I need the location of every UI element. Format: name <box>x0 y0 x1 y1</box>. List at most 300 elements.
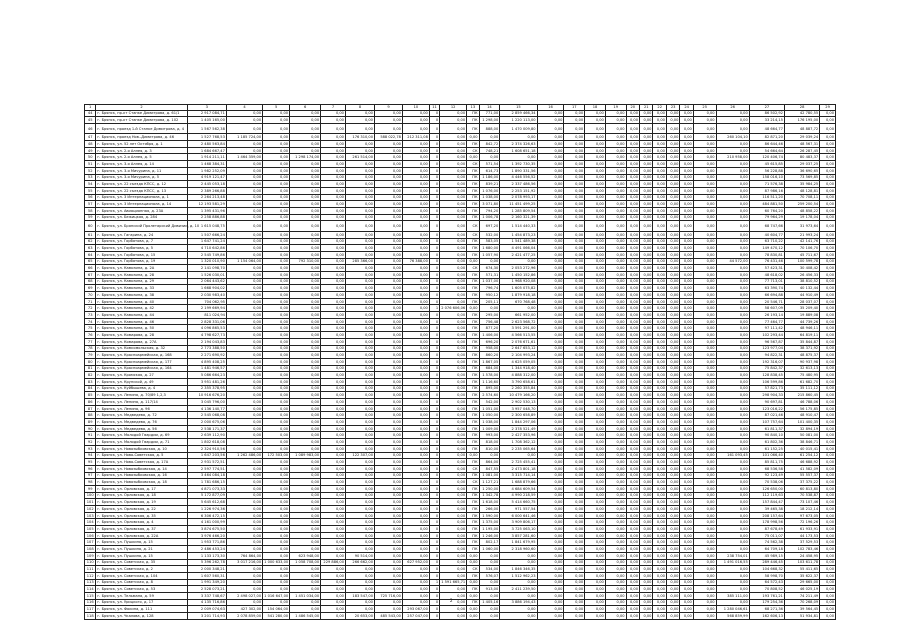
value-cell: 0,00 <box>653 298 666 305</box>
value-cell: 0,00 <box>820 305 836 312</box>
value-cell: 41 582,09 <box>784 465 819 472</box>
value-cell: СК <box>467 161 479 168</box>
value-cell: 0,00 <box>693 251 716 258</box>
value-cell: 0,00 <box>321 472 346 479</box>
value-cell: 0,00 <box>693 452 716 459</box>
value-cell: 0,00 <box>467 579 479 586</box>
address-cell: г. Брянск, пр-кт Станке Димитрова, д. 61/1 <box>96 110 187 117</box>
value-cell: 0,00 <box>440 251 467 258</box>
value-cell: 103 611,78 <box>784 559 819 566</box>
value-cell: 0,00 <box>374 174 402 181</box>
value-cell: 0,00 <box>263 110 290 117</box>
value-cell: 0,00 <box>467 305 479 312</box>
value-cell: 0,00 <box>321 312 346 319</box>
value-cell: 0,00 <box>585 606 606 613</box>
value-cell: 0,00 <box>693 552 716 559</box>
value-cell: СК <box>467 265 479 272</box>
value-cell: 0,00 <box>716 579 749 586</box>
value-cell: 0,00 <box>666 526 679 533</box>
value-cell: 0,00 <box>666 345 679 352</box>
value-cell: 0 <box>429 506 439 513</box>
value-cell: 0,00 <box>605 419 626 426</box>
address-cell: г. Брянск, ул. Новозыбковская, д. 14 <box>96 465 187 472</box>
value-cell: 5 414 660,75 <box>500 499 537 506</box>
value-cell: 0,00 <box>666 599 679 606</box>
value-cell: 68 271,36 <box>749 606 784 613</box>
value-cell: 0,00 <box>321 345 346 352</box>
table-row <box>85 506 836 513</box>
value-cell: 0 <box>429 419 439 426</box>
value-cell: 0,00 <box>402 592 429 599</box>
value-cell: 0,00 <box>402 214 429 221</box>
value-cell: 0,00 <box>666 432 679 439</box>
value-cell: 0,00 <box>321 526 346 533</box>
value-cell: 36 690,65 <box>784 167 819 174</box>
value-cell: 0,00 <box>653 318 666 325</box>
address-cell: г. Брянск, ул. Красноармейская, д. 164 <box>96 365 187 372</box>
value-cell: 0,00 <box>605 472 626 479</box>
value-cell: 0,00 <box>263 586 290 593</box>
value-cell: 0,00 <box>345 546 374 553</box>
value-cell: 0,00 <box>585 358 606 365</box>
value-cell: 1 680,00 <box>479 245 500 252</box>
header-cell: 23 <box>666 105 679 111</box>
value-cell: 0 <box>429 606 439 613</box>
value-cell: 45 711,67 <box>784 251 819 258</box>
value-cell: 46 788,06 <box>784 399 819 406</box>
value-cell: 0,00 <box>640 201 653 208</box>
value-cell: 128 838,45 <box>749 372 784 379</box>
row-number-cell: 65 <box>85 258 96 265</box>
value-cell: 1 195,00 <box>479 526 500 533</box>
value-cell: 0,00 <box>537 265 564 272</box>
value-cell: 32 613,13 <box>784 365 819 372</box>
value-cell: 0,00 <box>290 479 321 486</box>
value-cell: 0,00 <box>500 613 537 620</box>
value-cell: 0,00 <box>626 425 639 432</box>
address-cell: г. Брянск, ул. Гагарина, д. 24 <box>96 231 187 238</box>
value-cell: 0,00 <box>345 425 374 432</box>
value-cell: 0,00 <box>345 147 374 154</box>
value-cell: 0,00 <box>290 134 321 141</box>
value-cell: 4 895 408,25 <box>187 358 226 365</box>
value-cell: 0,00 <box>666 385 679 392</box>
value-cell: 0,00 <box>680 338 693 345</box>
value-cell: 0,00 <box>402 221 429 232</box>
table-row <box>85 546 836 553</box>
value-cell: 0,00 <box>626 141 639 148</box>
value-cell: 0,00 <box>374 110 402 117</box>
value-cell: 0,00 <box>402 110 429 117</box>
value-cell: 0,00 <box>653 479 666 486</box>
value-cell: 0,00 <box>640 539 653 546</box>
value-cell: 0,00 <box>653 539 666 546</box>
value-cell: 0,00 <box>666 245 679 252</box>
value-cell: 0,00 <box>226 325 262 332</box>
header-cell: 4 <box>226 105 262 111</box>
value-cell: 0,00 <box>693 546 716 553</box>
value-cell: 149 470,12 <box>749 245 784 252</box>
value-cell: 154 064,00 <box>263 606 290 613</box>
value-cell: 0,00 <box>693 332 716 339</box>
value-cell: СК <box>467 465 479 472</box>
value-cell: 0,00 <box>345 265 374 272</box>
value-cell: 40 604,77 <box>749 231 784 238</box>
value-cell: 0,00 <box>640 285 653 292</box>
value-cell: 0,00 <box>564 432 585 439</box>
value-cell: 0,00 <box>226 278 262 285</box>
value-cell: 0,00 <box>440 599 467 606</box>
value-cell: 0,00 <box>640 613 653 620</box>
value-cell: 4 888 312,00 <box>500 372 537 379</box>
value-cell: 0,00 <box>263 425 290 432</box>
value-cell: 285 366,00 <box>345 258 374 265</box>
value-cell: 0,00 <box>564 325 585 332</box>
value-cell: 161 093,45 <box>716 452 749 459</box>
value-cell: 0,00 <box>693 566 716 573</box>
address-cell: г. Брянск, ул. Урицкого, д. 17 <box>96 599 187 606</box>
value-cell: 0,00 <box>440 161 467 168</box>
row-number-cell: 85 <box>85 392 96 399</box>
value-cell: 0,00 <box>640 512 653 519</box>
value-cell: 0,00 <box>479 452 500 459</box>
value-cell: 0,00 <box>820 552 836 559</box>
value-cell: 75 011,07 <box>749 532 784 539</box>
value-cell: 0,00 <box>226 117 262 124</box>
value-cell: 0,00 <box>402 147 429 154</box>
row-number-cell: 101 <box>85 499 96 506</box>
value-cell: 0,00 <box>226 546 262 553</box>
value-cell: 0,00 <box>440 439 467 446</box>
value-cell: 0,00 <box>820 298 836 305</box>
value-cell: 0,00 <box>626 258 639 265</box>
row-number-cell: 110 <box>85 559 96 566</box>
value-cell: 0,00 <box>640 325 653 332</box>
value-cell: 1 608 651,18 <box>500 147 537 154</box>
value-cell: ПК <box>467 499 479 506</box>
value-cell: 0,00 <box>640 432 653 439</box>
value-cell: 0,00 <box>345 586 374 593</box>
value-cell: 57 423,31 <box>749 265 784 272</box>
value-cell: 0,00 <box>321 572 346 579</box>
value-cell: 0,00 <box>321 154 346 161</box>
value-cell: 895,00 <box>479 385 500 392</box>
value-cell: ПК <box>467 412 479 419</box>
value-cell: 2 623 568,72 <box>500 318 537 325</box>
value-cell: 1 250,00 <box>479 485 500 492</box>
value-cell: 0,00 <box>716 214 749 221</box>
value-cell: 0,00 <box>716 378 749 385</box>
value-cell: 0,00 <box>640 207 653 214</box>
value-cell: 0,00 <box>290 221 321 232</box>
value-cell: 0,00 <box>321 147 346 154</box>
value-cell: 0,00 <box>640 419 653 426</box>
value-cell: 0,00 <box>226 586 262 593</box>
value-cell: 2 337 486,56 <box>500 181 537 188</box>
value-cell: 1 060,00 <box>479 546 500 553</box>
value-cell: 1 051,00 <box>479 405 500 412</box>
value-cell: 0,00 <box>693 559 716 566</box>
address-cell: г. Брянск, проезд Нов.-Димитрова, д. 46 <box>96 134 187 141</box>
value-cell: 0,00 <box>263 365 290 372</box>
value-cell: 0,00 <box>374 606 402 613</box>
table-row <box>85 392 836 399</box>
value-cell: 0,00 <box>716 265 749 272</box>
value-cell: 0,00 <box>321 271 346 278</box>
value-cell: 1 226 974,36 <box>187 506 226 513</box>
value-cell: 61 682,70 <box>784 378 819 385</box>
table-row <box>85 181 836 188</box>
value-cell: 58 607,09 <box>749 305 784 312</box>
value-cell: 1 526 030,01 <box>187 271 226 278</box>
value-cell: 0,00 <box>640 572 653 579</box>
value-cell: 0,00 <box>653 532 666 539</box>
value-cell: 0,00 <box>345 439 374 446</box>
address-cell: г. Брянск, ул. Советская, д. 2 <box>96 566 187 573</box>
table-row <box>85 532 836 539</box>
value-cell: 0,00 <box>585 566 606 573</box>
value-cell: 0,00 <box>640 238 653 245</box>
value-cell: 0,00 <box>693 141 716 148</box>
value-cell: 0,00 <box>653 405 666 412</box>
value-cell: 0,00 <box>666 459 679 466</box>
value-cell: 77 464,77 <box>749 318 784 325</box>
value-cell: 0,00 <box>290 412 321 419</box>
value-cell: 0,00 <box>653 572 666 579</box>
value-cell: 0,00 <box>653 194 666 201</box>
value-cell: ПК <box>467 445 479 452</box>
value-cell: 0,00 <box>374 572 402 579</box>
header-cell: 1 <box>85 105 96 111</box>
value-cell: 1 089 983,00 <box>290 452 321 459</box>
value-cell: 0,00 <box>564 492 585 499</box>
value-cell: 627 952,00 <box>402 559 429 566</box>
value-cell: 0,00 <box>440 499 467 506</box>
value-cell: 0,00 <box>693 318 716 325</box>
value-cell: 4 919 121,47 <box>187 174 226 181</box>
value-cell: 0,00 <box>564 214 585 221</box>
value-cell: 0,00 <box>440 271 467 278</box>
value-cell: 64 709,18 <box>749 546 784 553</box>
address-cell: г. Брянск, ул. Горбатова, д. 15 <box>96 251 187 258</box>
value-cell: 0,00 <box>440 181 467 188</box>
value-cell: 0,00 <box>345 181 374 188</box>
value-cell: 1 262 486,00 <box>226 452 262 459</box>
value-cell: 0,00 <box>820 419 836 426</box>
value-cell: 0,00 <box>290 532 321 539</box>
value-cell: 0,00 <box>693 238 716 245</box>
row-number-cell: 56 <box>85 194 96 201</box>
value-cell: 0,00 <box>263 117 290 124</box>
value-cell: 0,00 <box>653 613 666 620</box>
address-cell: г. Брянск, ул. Ленина, д. 117/14 <box>96 399 187 406</box>
value-cell: 0,00 <box>321 419 346 426</box>
value-cell: 0,00 <box>585 332 606 339</box>
value-cell: 0,00 <box>716 285 749 292</box>
value-cell: 0,00 <box>680 251 693 258</box>
value-cell: 1 514 440,33 <box>500 221 537 232</box>
value-cell: ПК <box>467 117 479 124</box>
table-row <box>85 258 836 265</box>
value-cell: 0,00 <box>537 167 564 174</box>
value-cell: 0 <box>429 479 439 486</box>
value-cell: 0,00 <box>605 399 626 406</box>
value-cell: 2 141 098,70 <box>187 265 226 272</box>
value-cell: 0,00 <box>716 167 749 174</box>
value-cell: 0,00 <box>537 465 564 472</box>
value-cell: 0,00 <box>605 201 626 208</box>
value-cell: 0,00 <box>226 194 262 201</box>
value-cell: 0,00 <box>680 465 693 472</box>
value-cell: 0,00 <box>666 194 679 201</box>
value-cell: 3 725 063,10 <box>500 526 537 533</box>
address-cell: г. Брянск, ул. Тельмана, д. 59 <box>96 592 187 599</box>
value-cell: 3 874 675,50 <box>187 526 226 533</box>
value-cell: 0,00 <box>402 492 429 499</box>
value-cell: 0,00 <box>605 492 626 499</box>
table-row <box>85 352 836 359</box>
value-cell: 0,00 <box>653 365 666 372</box>
value-cell: 0,00 <box>640 372 653 379</box>
value-cell: 0,00 <box>626 285 639 292</box>
value-cell: 37 375,22 <box>784 479 819 486</box>
value-cell: 0,00 <box>640 459 653 466</box>
value-cell: 0,00 <box>479 305 500 312</box>
value-cell: 0,00 <box>820 238 836 245</box>
value-cell: 48 128,81 <box>784 187 819 194</box>
value-cell: 0,00 <box>653 245 666 252</box>
value-cell: 56 175,85 <box>784 405 819 412</box>
value-cell: 0,00 <box>226 365 262 372</box>
value-cell: 913,00 <box>479 586 500 593</box>
value-cell: 0,00 <box>321 532 346 539</box>
value-cell: 0,00 <box>226 345 262 352</box>
value-cell: 0,00 <box>564 526 585 533</box>
value-cell: 0,00 <box>564 245 585 252</box>
header-cell: 5 <box>263 105 290 111</box>
value-cell: 0,00 <box>585 459 606 466</box>
value-cell: 0,00 <box>820 546 836 553</box>
value-cell: 0,00 <box>564 298 585 305</box>
value-cell: 3 017 216,00 <box>226 559 262 566</box>
value-cell: 0,00 <box>820 586 836 593</box>
value-cell: 0,00 <box>626 526 639 533</box>
value-cell: 0,00 <box>716 445 749 452</box>
value-cell: 0,00 <box>626 147 639 154</box>
value-cell: 0,00 <box>374 465 402 472</box>
value-cell: 0,00 <box>640 147 653 154</box>
value-cell: 61 933,91 <box>784 526 819 533</box>
value-cell: СК <box>467 479 479 486</box>
value-cell: 0,00 <box>585 207 606 214</box>
value-cell: 0,00 <box>226 187 262 194</box>
value-cell: 80 483,37 <box>784 154 819 161</box>
value-cell: 0,00 <box>626 599 639 606</box>
value-cell: 0,00 <box>585 271 606 278</box>
value-cell: 0,00 <box>693 292 716 299</box>
value-cell: 0,00 <box>374 579 402 586</box>
value-cell: 0,00 <box>680 419 693 426</box>
row-number-cell: 66 <box>85 265 96 272</box>
value-cell: 0,00 <box>226 566 262 573</box>
value-cell: ПК <box>467 278 479 285</box>
value-cell: 0,00 <box>263 485 290 492</box>
value-cell: ПК <box>467 123 479 134</box>
value-cell: 0,00 <box>680 238 693 245</box>
value-cell: 0,00 <box>226 532 262 539</box>
value-cell: 0,00 <box>345 372 374 379</box>
value-cell: 0,00 <box>666 265 679 272</box>
value-cell: 0,00 <box>345 579 374 586</box>
row-number-cell: 71 <box>85 298 96 305</box>
value-cell: 0,00 <box>680 492 693 499</box>
value-cell: 295,00 <box>479 312 500 319</box>
value-cell: 0,00 <box>666 325 679 332</box>
value-cell: 0,00 <box>605 298 626 305</box>
value-cell: 4 990 218,59 <box>500 492 537 499</box>
value-cell: 0,00 <box>605 147 626 154</box>
table-row <box>85 385 836 392</box>
value-cell: 0,00 <box>693 278 716 285</box>
value-cell: 0 <box>429 485 439 492</box>
value-cell: 0,00 <box>585 231 606 238</box>
value-cell: 0,00 <box>537 532 564 539</box>
value-cell: 38 846,71 <box>784 439 819 446</box>
value-cell: 0,00 <box>820 231 836 238</box>
value-cell: 2 486 453,24 <box>187 546 226 553</box>
value-cell: 0,00 <box>564 201 585 208</box>
value-cell: 0,00 <box>680 479 693 486</box>
value-cell: 0,00 <box>820 194 836 201</box>
value-cell: 0,00 <box>564 187 585 194</box>
value-cell: 674,30 <box>479 265 500 272</box>
value-cell: 0,00 <box>440 405 467 412</box>
value-cell: 101 066,40 <box>749 452 784 459</box>
value-cell: 0,00 <box>374 479 402 486</box>
value-cell: 0,00 <box>716 251 749 258</box>
value-cell: 0,00 <box>321 425 346 432</box>
value-cell: 0 <box>429 207 439 214</box>
value-cell: 0,00 <box>374 332 402 339</box>
value-cell: 0,00 <box>640 392 653 399</box>
value-cell: 0,00 <box>680 312 693 319</box>
value-cell: 57 821,73 <box>749 385 784 392</box>
value-cell: 48 664,77 <box>749 123 784 134</box>
value-cell: 0,00 <box>537 214 564 221</box>
value-cell: 0,00 <box>626 392 639 399</box>
value-cell: 0,00 <box>653 399 666 406</box>
row-number-cell: 77 <box>85 338 96 345</box>
value-cell: 0,00 <box>666 117 679 124</box>
address-cell: г. Брянск, ул. Пушкина, д. 15 <box>96 552 187 559</box>
value-cell: 87 986,16 <box>749 187 784 194</box>
value-cell: 0,00 <box>653 566 666 573</box>
value-cell: 0,00 <box>290 352 321 359</box>
value-cell: ПК <box>467 572 479 579</box>
value-cell: 0,00 <box>345 506 374 513</box>
value-cell: 1 527 768,53 <box>187 134 226 141</box>
value-cell: 576,07 <box>479 572 500 579</box>
header-cell: 10 <box>402 105 429 111</box>
value-cell: 259 200,54 <box>784 201 819 208</box>
row-number-cell: 95 <box>85 459 96 466</box>
value-cell: 0,00 <box>479 613 500 620</box>
value-cell: 0,00 <box>653 332 666 339</box>
value-cell: 0,00 <box>605 318 626 325</box>
value-cell: 0,00 <box>290 285 321 292</box>
value-cell: 123 016,22 <box>749 405 784 412</box>
address-cell: г. Брянск, ул. Медведева, д. 72 <box>96 412 187 419</box>
